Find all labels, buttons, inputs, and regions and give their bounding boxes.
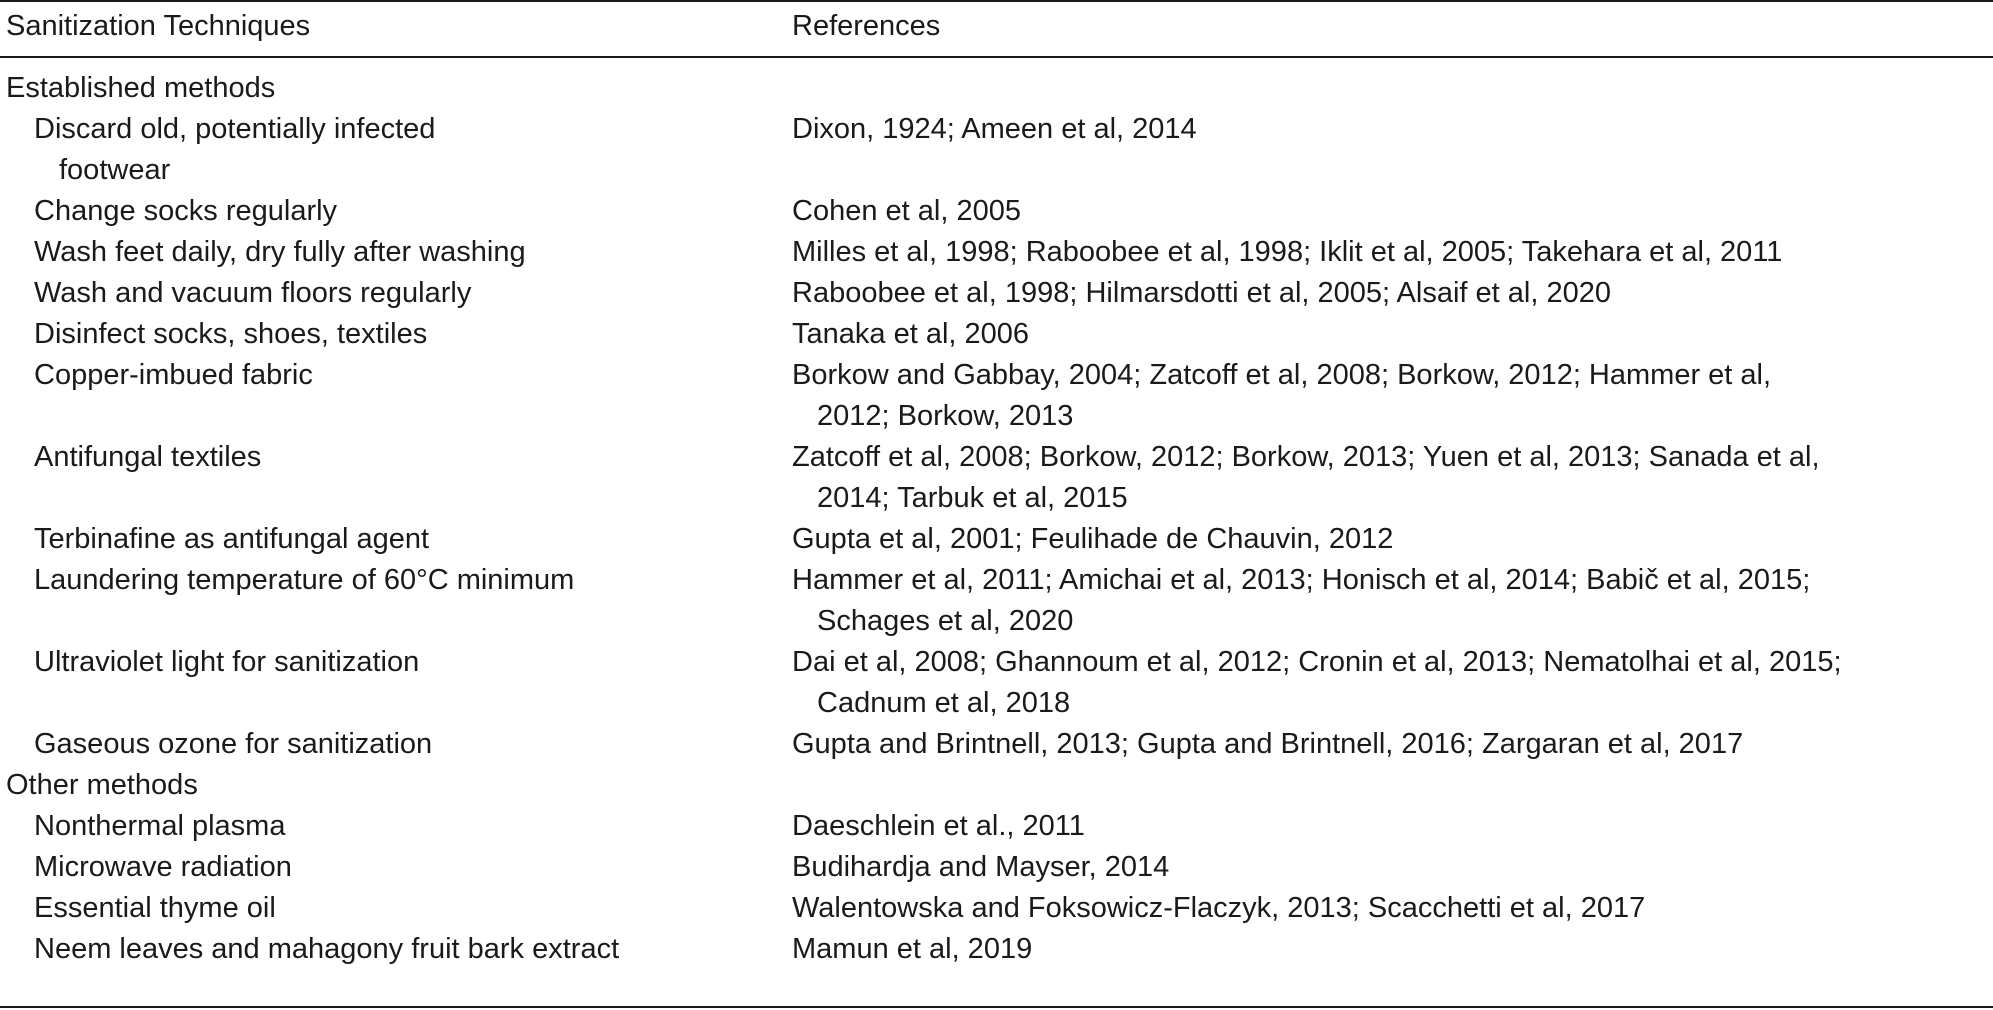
section-title: Other methods [6, 769, 198, 801]
reference-cell: Walentowska and Foksowicz-Flaczyk, 2013; Scacchetti et al, 2017 [792, 892, 1646, 924]
reference-cell-continued: 2012; Borkow, 2013 [817, 400, 1074, 432]
technique-cell: Laundering temperature of 60°C minimum [34, 564, 575, 596]
technique-cell: Ultraviolet light for sanitization [34, 646, 420, 678]
section-title: Established methods [6, 72, 276, 104]
technique-cell: Wash and vacuum floors regularly [34, 277, 472, 309]
reference-cell: Mamun et al, 2019 [792, 933, 1033, 965]
technique-cell: Discard old, potentially infected [34, 113, 436, 145]
reference-cell: Daeschlein et al., 2011 [792, 810, 1085, 842]
reference-cell: Hammer et al, 2011; Amichai et al, 2013; Honisch et al, 2014; Babič et al, 2015; [792, 564, 1811, 596]
reference-cell: Dai et al, 2008; Ghannoum et al, 2012; Cronin et al, 2013; Nematolhai et al, 2015; [792, 646, 1842, 678]
technique-cell: Copper-imbued fabric [34, 359, 313, 391]
technique-cell: Wash feet daily, dry fully after washing [34, 236, 526, 268]
reference-cell: Raboobee et al, 1998; Hilmarsdotti et al, 2005; Alsaif et al, 2020 [792, 277, 1611, 309]
reference-cell-continued: 2014; Tarbuk et al, 2015 [817, 482, 1128, 514]
column-header-techniques: Sanitization Techniques [6, 10, 311, 42]
reference-cell: Budihardja and Mayser, 2014 [792, 851, 1170, 883]
reference-cell-continued: Schages et al, 2020 [817, 605, 1074, 637]
reference-cell: Zatcoff et al, 2008; Borkow, 2012; Borkow, 2013; Yuen et al, 2013; Sanada et al, [792, 441, 1820, 473]
technique-cell: Change socks regularly [34, 195, 338, 227]
column-header-references: References [792, 10, 941, 42]
technique-cell: Terbinafine as antifungal agent [34, 523, 430, 555]
technique-cell: Neem leaves and mahagony fruit bark extract [34, 933, 620, 965]
reference-cell-continued: Cadnum et al, 2018 [817, 687, 1071, 719]
reference-cell: Dixon, 1924; Ameen et al, 2014 [792, 113, 1197, 145]
reference-cell: Gupta et al, 2001; Feulihade de Chauvin, 2012 [792, 523, 1394, 555]
technique-cell: Disinfect socks, shoes, textiles [34, 318, 428, 350]
table-bottom-rule [0, 1006, 1993, 1008]
technique-cell: Nonthermal plasma [34, 810, 286, 842]
technique-cell: Gaseous ozone for sanitization [34, 728, 433, 760]
reference-cell: Tanaka et al, 2006 [792, 318, 1030, 350]
technique-cell: Antifungal textiles [34, 441, 262, 473]
reference-cell: Milles et al, 1998; Raboobee et al, 1998; Iklit et al, 2005; Takehara et al, 2011 [792, 236, 1783, 268]
reference-cell: Gupta and Brintnell, 2013; Gupta and Brintnell, 2016; Zargaran et al, 2017 [792, 728, 1744, 760]
header-divider-rule [0, 56, 1993, 58]
technique-cell: Microwave radiation [34, 851, 292, 883]
technique-cell: Essential thyme oil [34, 892, 276, 924]
reference-cell: Borkow and Gabbay, 2004; Zatcoff et al, 2008; Borkow, 2012; Hammer et al, [792, 359, 1772, 391]
technique-cell-continued: footwear [59, 154, 171, 186]
reference-cell: Cohen et al, 2005 [792, 195, 1021, 227]
table-top-rule [0, 0, 1993, 2]
